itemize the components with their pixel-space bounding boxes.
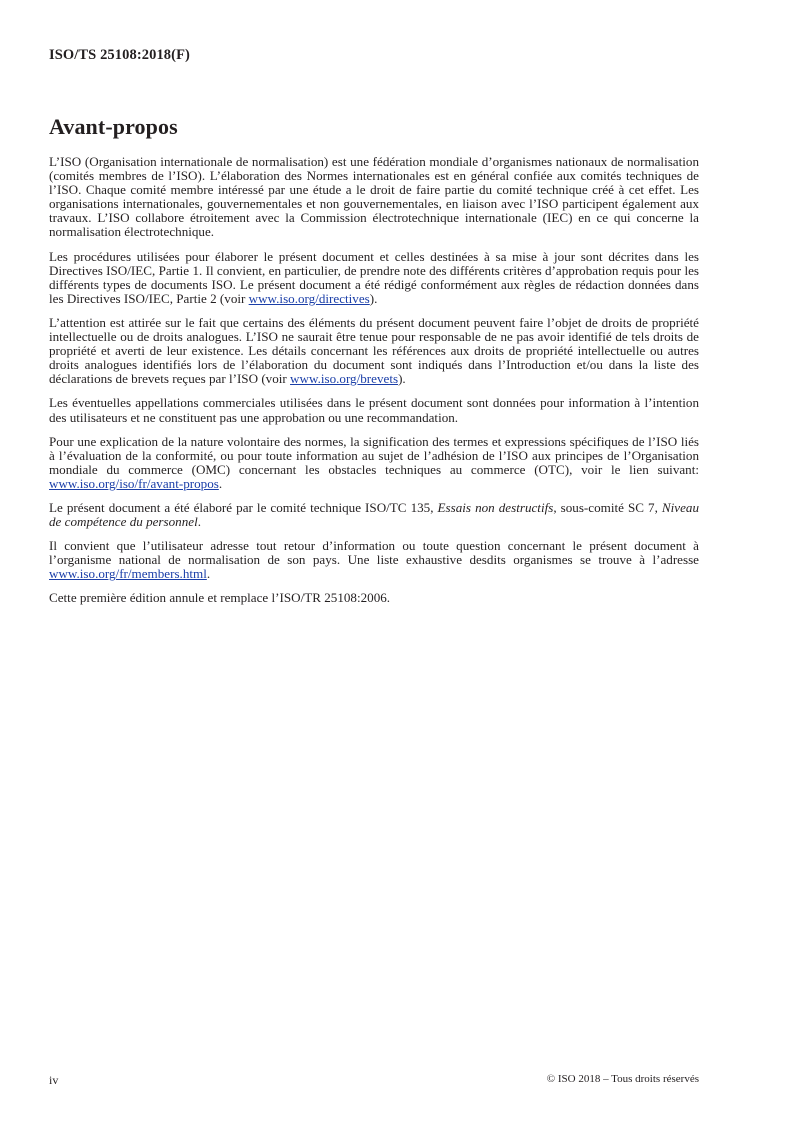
paragraph-text: , sous-comité SC 7, — [553, 499, 662, 515]
paragraph-voluntary-nature — [49, 435, 699, 491]
paragraph-iso-intro: L’ISO (Organisation internationale de normalisation) est une fédération mondiale d’organismes nationaux de normalisation (comités membres de l’ISO). L’élaboration des Normes internationales est en général confiée aux comités techniques de l’ISO. Chaque comité membre intéressé par une étude a le droit de faire partie du comité technique créé à cet effet. Les organisations internationales, gouvernementales et non gouvernementales, en liaison avec l’ISO participent également aux travaux. L’ISO collabore étroitement avec la Commission électrotechnique internationale (IEC) en ce qui concerne la normalisation électrotechnique. — [49, 154, 699, 240]
page-title: Avant-propos — [49, 114, 178, 139]
paragraph-text: . — [218, 475, 223, 491]
paragraph-committee — [49, 501, 699, 529]
patents-link[interactable]: www.iso.org/brevets — [290, 371, 399, 387]
subcommittee-title: Niveau de compétence du personnel — [49, 499, 700, 530]
paragraph-text: Les procédures utilisées pour élaborer le présent document et celles destinées à sa mise à jour sont décrites dans les Directives ISO/IEC, Partie 1. Il convient, en particulier, de prendre note des différents critères d’approbation requis pour les différents types de documents ISO. Le présent document a été rédigé conformément aux règles de rédaction données dans les Directives ISO/IEC, Partie 2 (voir — [49, 248, 699, 306]
foreword-info-link[interactable]: www.iso.org/iso/fr/avant-propos — [49, 475, 219, 491]
paragraph-text: L’attention est attirée sur le fait que certains des éléments du présent document peuvent faire l’objet de droits de propriété intellectuelle ou de droits analogues. L’ISO ne saurait être tenue pour responsable de ne pas avoir identifié de tels droits de propriété et averti de leur existence. Les détails concernant les références aux droits de propriété intellectuelle ou autres droits analogues identifiés lors de l’élaboration du document sont indiqués dans l’Introduction et/ou dans la liste des déclarations de brevets reçues par l’ISO (voir — [49, 314, 699, 387]
paragraph-procedures — [49, 250, 699, 306]
foreword-body — [49, 155, 699, 616]
paragraph-text: Il convient que l’utilisateur adresse tout retour d’information ou toute question concernant le présent document à l’organisme national de normalisation de son pays. Une liste exhaustive desdits organismes se trouve à l’adresse — [49, 538, 699, 568]
paragraph-text: Pour une explication de la nature volontaire des normes, la signification des termes et expressions spécifiques de l’ISO liés à l’évaluation de la conformité, ou pour toute information au sujet de l’adhésion de l’ISO aux principes de l’Organisation mondiale du commerce (OMC) concernant les obstacles techniques au commerce (OTC), voir le lien suivant: — [49, 433, 699, 477]
document-identifier: ISO/TS 25108:2018(F) — [49, 47, 190, 63]
paragraph-trade-names: Les éventuelles appellations commerciales utilisées dans le présent document sont données pour information à l’intention des utilisateurs et ne constituent pas une approbation ou une recommandation. — [49, 395, 699, 425]
paragraph-text: . — [206, 566, 211, 582]
copyright-notice: © ISO 2018 – Tous droits réservés — [546, 1073, 699, 1085]
paragraph-text: Le présent document a été élaboré par le comité technique ISO/TC 135, — [49, 499, 438, 515]
committee-title: Essais non destructifs — [437, 499, 554, 515]
members-link[interactable]: www.iso.org/fr/members.html — [49, 566, 207, 582]
page-number: iv — [49, 1073, 59, 1087]
paragraph-text: . — [197, 514, 201, 530]
directives-link[interactable]: www.iso.org/directives — [248, 290, 370, 306]
paragraph-feedback — [49, 539, 699, 581]
paragraph-edition: Cette première édition annule et remplace l’ISO/TR 25108:2006. — [49, 590, 391, 606]
paragraph-text: ). — [398, 371, 406, 387]
paragraph-patents — [49, 316, 699, 386]
paragraph-text: ). — [369, 290, 378, 306]
